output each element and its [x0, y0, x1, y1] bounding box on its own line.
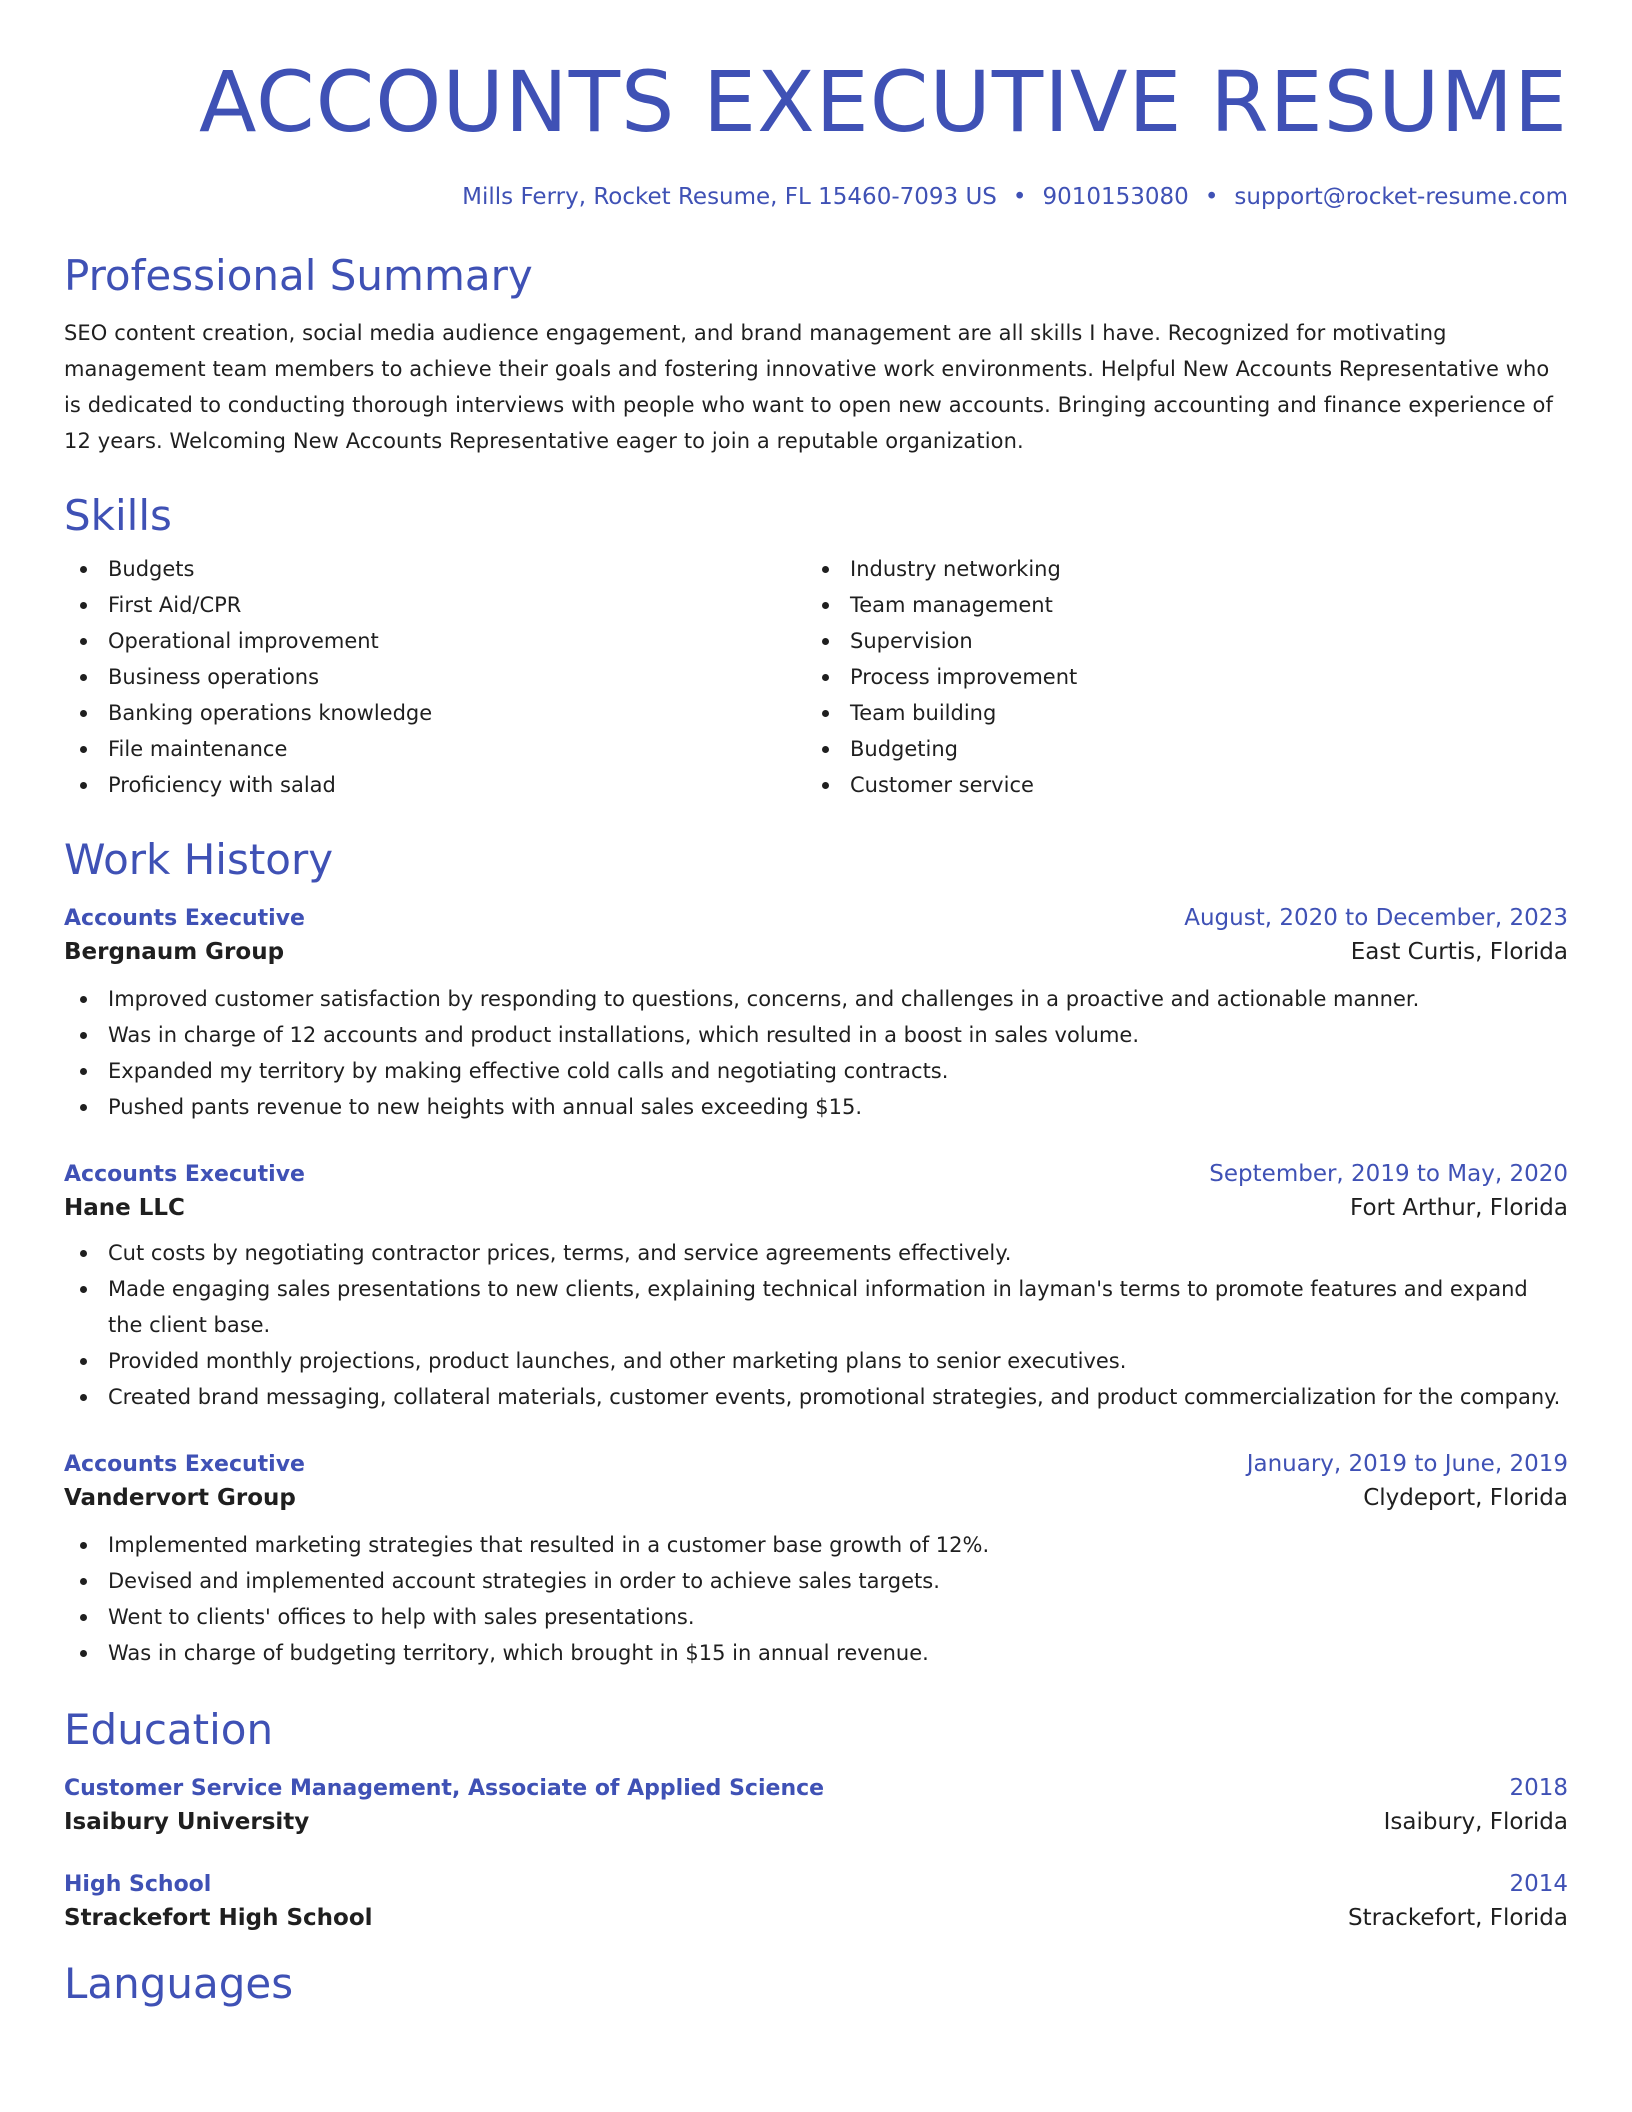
work-history-heading: Work History	[64, 835, 334, 884]
bullet-item: Cut costs by negotiating contractor prices, terms, and service agreements effectively.	[64, 1235, 1568, 1271]
job-bullets	[64, 1527, 1568, 1671]
job-dates: August, 2020 to December, 2023	[1184, 905, 1568, 931]
skill-item: Banking operations knowledge	[64, 695, 806, 731]
bullet-item: Created brand messaging, collateral materials, customer events, promotional strategies, and product commercialization for the company.	[64, 1379, 1568, 1415]
job-dates: September, 2019 to May, 2020	[1209, 1161, 1568, 1187]
job-title: Accounts Executive	[64, 906, 305, 931]
skills-heading: Skills	[64, 491, 172, 540]
education-entry	[64, 1871, 1568, 1931]
bullet-item: Devised and implemented account strategies in order to achieve sales targets.	[64, 1563, 1568, 1599]
job-dates: January, 2019 to June, 2019	[1246, 1451, 1568, 1477]
languages-heading: Languages	[64, 1959, 294, 2008]
graduation-year: 2018	[1509, 1775, 1568, 1801]
skill-item: Business operations	[64, 659, 806, 695]
skill-item: File maintenance	[64, 731, 806, 767]
bullet-item: Pushed pants revenue to new heights with annual sales exceeding $15.	[64, 1089, 1568, 1125]
job-entry	[64, 1161, 1568, 1415]
skill-item: Proficiency with salad	[64, 767, 806, 803]
summary-text: SEO content creation, social media audience engagement, and brand management are all skills I have. Recognized for motivating management team members to achieve their goals and fostering innovative work environments. Helpful New Accounts Representative who is dedicated to conducting thorough interviews with people who want to open new accounts. Bringing accounting and finance experience of 12 years. Welcoming New Accounts Representative eager to join a reputable organization.	[64, 321, 1553, 453]
degree-title: High School	[64, 1872, 212, 1897]
bullet-item: Was in charge of 12 accounts and product installations, which resulted in a boost in sales volume.	[64, 1017, 1568, 1053]
job-title: Accounts Executive	[64, 1452, 305, 1477]
skill-item: Industry networking	[806, 551, 1548, 587]
skill-item: Customer service	[806, 767, 1548, 803]
skill-item: Supervision	[806, 623, 1548, 659]
skill-item: Operational improvement	[64, 623, 806, 659]
separator-dot: •	[1204, 184, 1219, 210]
job-title: Accounts Executive	[64, 1162, 305, 1187]
school-name: Strackefort High School	[64, 1905, 373, 1931]
graduation-year: 2014	[1509, 1871, 1568, 1897]
job-location: Clydeport, Florida	[1363, 1485, 1568, 1511]
school-location: Strackefort, Florida	[1348, 1905, 1568, 1931]
company-name: Hane LLC	[64, 1195, 185, 1221]
bullet-item: Improved customer satisfaction by responding to questions, concerns, and challenges in a proactive and actionable manner.	[64, 981, 1568, 1017]
job-location: East Curtis, Florida	[1350, 939, 1568, 965]
education-entry	[64, 1775, 1568, 1835]
skill-item: Budgeting	[806, 731, 1548, 767]
bullet-item: Made engaging sales presentations to new clients, explaining technical information in layman's terms to promote features and expand the client base.	[64, 1271, 1568, 1343]
company-name: Vandervort Group	[64, 1485, 296, 1511]
skill-item: First Aid/CPR	[64, 587, 806, 623]
education-heading: Education	[64, 1705, 274, 1754]
resume-page	[64, 0, 1568, 2008]
separator-dot: •	[1012, 184, 1027, 210]
job-entry	[64, 1451, 1568, 1671]
address: Mills Ferry, Rocket Resume, FL 15460-7093 US	[462, 184, 997, 210]
summary-heading: Professional Summary	[64, 251, 533, 300]
bullet-item: Implemented marketing strategies that resulted in a customer base growth of 12%.	[64, 1527, 1568, 1563]
skill-item: Team building	[806, 695, 1548, 731]
bullet-item: Was in charge of budgeting territory, which brought in $15 in annual revenue.	[64, 1635, 1568, 1671]
skill-item: Process improvement	[806, 659, 1548, 695]
skills-column-right	[806, 551, 1548, 803]
school-name: Isaibury University	[64, 1809, 310, 1835]
skill-item: Budgets	[64, 551, 806, 587]
email-link[interactable]: support@rocket-resume.com	[1234, 184, 1568, 210]
skills-list	[64, 551, 1568, 803]
resume-title: ACCOUNTS EXECUTIVE RESUME	[199, 53, 1568, 151]
skill-item: Team management	[806, 587, 1548, 623]
skills-column-left	[64, 551, 806, 803]
job-bullets	[64, 1235, 1568, 1415]
job-entry	[64, 905, 1568, 1125]
bullet-item: Provided monthly projections, product launches, and other marketing plans to senior executives.	[64, 1343, 1568, 1379]
school-location: Isaibury, Florida	[1383, 1809, 1568, 1835]
job-bullets	[64, 981, 1568, 1125]
phone: 9010153080	[1042, 184, 1189, 210]
bullet-item: Went to clients' offices to help with sales presentations.	[64, 1599, 1568, 1635]
job-location: Fort Arthur, Florida	[1350, 1195, 1568, 1221]
contact-line	[64, 186, 1568, 209]
company-name: Bergnaum Group	[64, 939, 285, 965]
bullet-item: Expanded my territory by making effective cold calls and negotiating contracts.	[64, 1053, 1568, 1089]
degree-title: Customer Service Management, Associate of Applied Science	[64, 1776, 825, 1801]
